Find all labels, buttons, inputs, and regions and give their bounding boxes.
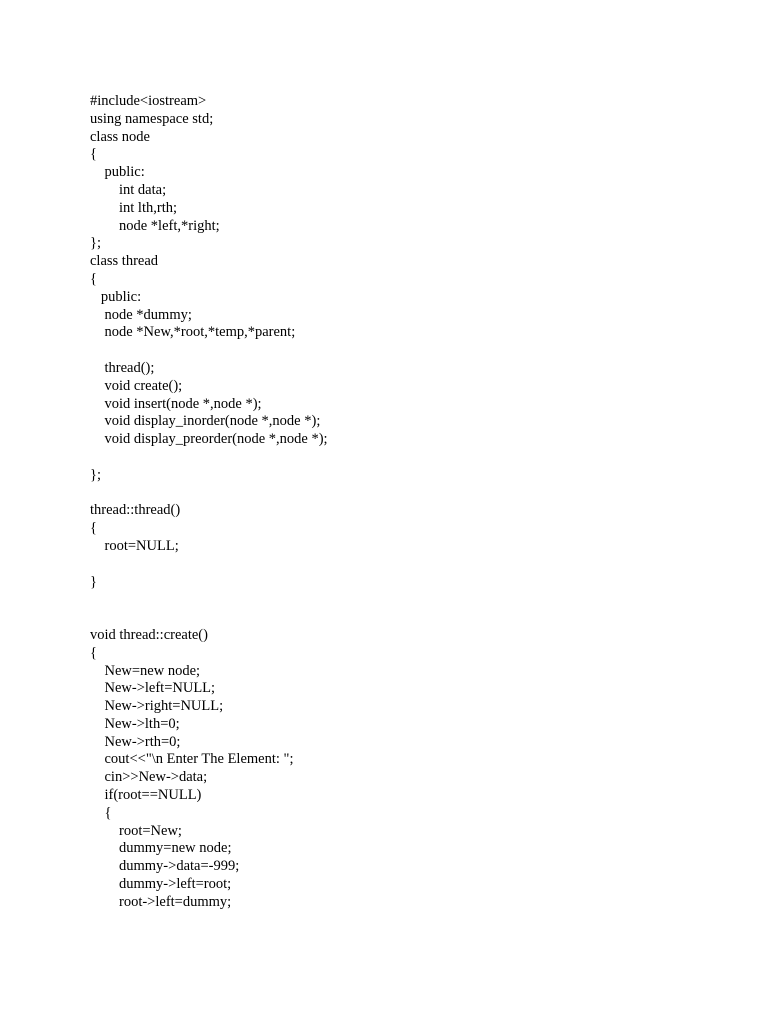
code-line: dummy->left=root; [90, 876, 232, 893]
code-line: New->left=NULL; [90, 680, 216, 697]
code-line: void thread::create() [90, 626, 208, 643]
code-line: node *dummy; [90, 306, 192, 323]
code-line: class thread [90, 253, 159, 270]
code-line: void insert(node *,node *); [90, 395, 262, 412]
code-line: { [90, 270, 97, 287]
code-line: dummy=new node; [90, 840, 232, 857]
code-line: { [90, 644, 97, 661]
code-line: root=New; [90, 822, 182, 839]
code-line: if(root==NULL) [90, 787, 202, 804]
code-line: { [90, 146, 97, 163]
code-line: }; [90, 235, 101, 252]
code-line: void display_preorder(node *,node *); [90, 431, 328, 448]
code-line: public: [90, 288, 142, 305]
code-line [90, 556, 730, 574]
code-line: thread(); [90, 359, 155, 376]
code-line: } [90, 573, 97, 590]
code-line: cout<<"\n Enter The Element: "; [90, 751, 294, 768]
code-line: node *New,*root,*temp,*parent; [90, 324, 296, 341]
code-line [90, 591, 730, 609]
code-line: }; [90, 466, 101, 483]
code-line [90, 609, 730, 627]
code-line: New->lth=0; [90, 715, 180, 732]
code-line: int lth,rth; [90, 199, 177, 216]
code-line: public: [90, 164, 145, 181]
code-line: root->left=dummy; [90, 893, 232, 910]
code-line: using namespace std; [90, 110, 214, 127]
code-line: New->right=NULL; [90, 698, 224, 715]
code-line: node *left,*right; [90, 217, 220, 234]
code-line: thread::thread() [90, 502, 181, 519]
code-line: #include<iostream> [90, 93, 207, 109]
code-line: void display_inorder(node *,node *); [90, 413, 321, 430]
code-line: class node [90, 128, 150, 145]
code-line: New=new node; [90, 662, 201, 679]
code-line: { [90, 804, 112, 821]
code-line [90, 485, 730, 503]
code-line: New->rth=0; [90, 733, 181, 750]
code-line [90, 449, 730, 467]
code-line: void create(); [90, 377, 183, 394]
code-line: { [90, 520, 97, 537]
code-line: dummy->data=-999; [90, 858, 240, 875]
code-line: int data; [90, 181, 167, 198]
code-line [90, 342, 730, 360]
code-line: cin>>New->data; [90, 769, 208, 786]
code-listing [90, 93, 730, 912]
code-line: root=NULL; [90, 537, 179, 554]
